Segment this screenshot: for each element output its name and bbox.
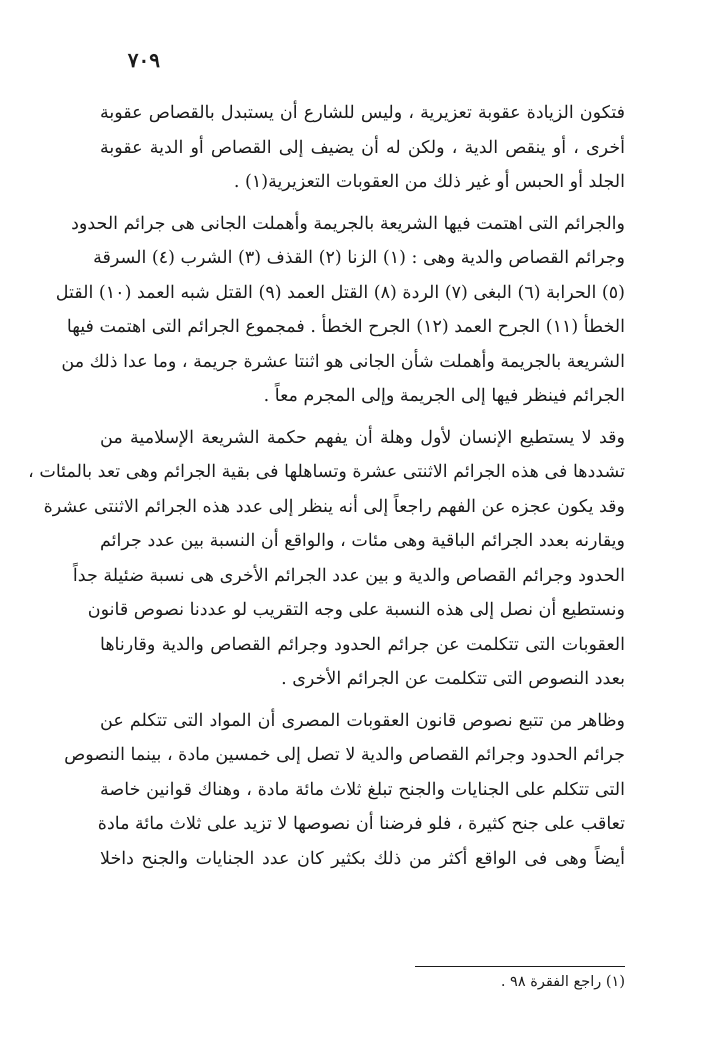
text-line: الجرائم فينظر فيها إلى الجريمة وإلى المجرم معاً . bbox=[263, 386, 625, 406]
body-text bbox=[28, 96, 625, 883]
text-line: الجلد أو الحبس أو غير ذلك من العقوبات التعزيرية(١) . bbox=[233, 172, 625, 192]
page-number: ٧٠٩ bbox=[127, 48, 160, 72]
text-line: الخطأ (١١) الجرح العمد (١٢) الجرح الخطأ . فمجموع الجرائم التى اهتمت فيها bbox=[66, 317, 625, 337]
text-line: التى تتكلم على الجنايات والجنح تبلغ ثلاث مائة مادة ، وهناك قوانين خاصة bbox=[100, 779, 625, 800]
text-line: جرائم الحدود وجرائم القصاص والدية لا تصل إلى خمسين مادة ، بينما النصوص bbox=[64, 745, 625, 765]
text-line: (٥) الحرابة (٦) البغى (٧) الردة (٨) القتل العمد (٩) القتل شبه العمد (١٠) القتل bbox=[55, 282, 625, 303]
text-line: أخرى ، أو ينقص الدية ، ولكن له أن يضيف إلى القصاص أو الدية عقوبة bbox=[100, 137, 625, 158]
text-line: تشددها فى هذه الجرائم الاثنتى عشرة وتساهلها فى بقية الجرائم وهى تعد بالمئات ، bbox=[28, 462, 625, 482]
text-line: وقد يكون عجزه عن الفهم راجعاً إلى أنه ينظر إلى عدد هذه الجرائم الاثنتى عشرة bbox=[43, 496, 625, 517]
text-line: بعدد النصوص التى تتكلمت عن الجرائم الأخرى . bbox=[281, 669, 625, 689]
text-line: الشريعة بالجريمة وأهملت شأن الجانى هو اثنتا عشرة جريمة ، وما عدا ذلك من bbox=[61, 351, 625, 372]
text-line: الحدود وجرائم القصاص والدية و بين عدد الجرائم الأخرى هى نسبة ضئيلة جداً bbox=[72, 565, 625, 586]
text-line: والجرائم التى اهتمت فيها الشريعة بالجريمة وأهملت الجانى هى جرائم الحدود bbox=[71, 213, 625, 234]
text-line: أيضاً وهى فى الواقع أكثر من ذلك بكثير كان عدد الجنايات والجنح داخلا bbox=[100, 848, 625, 869]
text-line: العقوبات التى تتكلمت عن جرائم الحدود وجرائم القصاص والدية وقارناها bbox=[100, 634, 625, 655]
text-line: ونستطيع أن نصل إلى هذه النسبة على وجه التقريب لو عددنا نصوص قانون bbox=[87, 600, 625, 620]
text-line: تعاقب على جنح كثيرة ، فلو فرضنا أن نصوصها لا تزيد على ثلاث مائة مادة bbox=[97, 814, 625, 834]
paragraph bbox=[55, 207, 625, 414]
footnote-divider bbox=[415, 966, 625, 967]
text-line: فتكون الزيادة عقوبة تعزيرية ، وليس للشارع أن يستبدل بالقصاص عقوبة bbox=[100, 103, 625, 123]
text-line: وقد لا يستطيع الإنسان لأول وهلة أن يفهم حكمة الشريعة الإسلامية من bbox=[100, 427, 625, 448]
text-line: وجرائم القصاص والدية وهى : (١) الزنا (٢) القذف (٣) الشرب (٤) السرقة bbox=[93, 248, 625, 268]
paragraph bbox=[28, 421, 625, 697]
text-line: وظاهر من تتبع نصوص قانون العقوبات المصرى أن المواد التى تتكلم عن bbox=[100, 710, 625, 731]
text-line: ويقارنه بعدد الجرائم الباقية وهى مئات ، والواقع أن النسبة بين عدد جرائم bbox=[100, 531, 625, 551]
footnote: (١) راجع الفقرة ٩٨ . bbox=[500, 974, 625, 990]
paragraph bbox=[64, 704, 625, 877]
paragraph bbox=[100, 96, 625, 200]
